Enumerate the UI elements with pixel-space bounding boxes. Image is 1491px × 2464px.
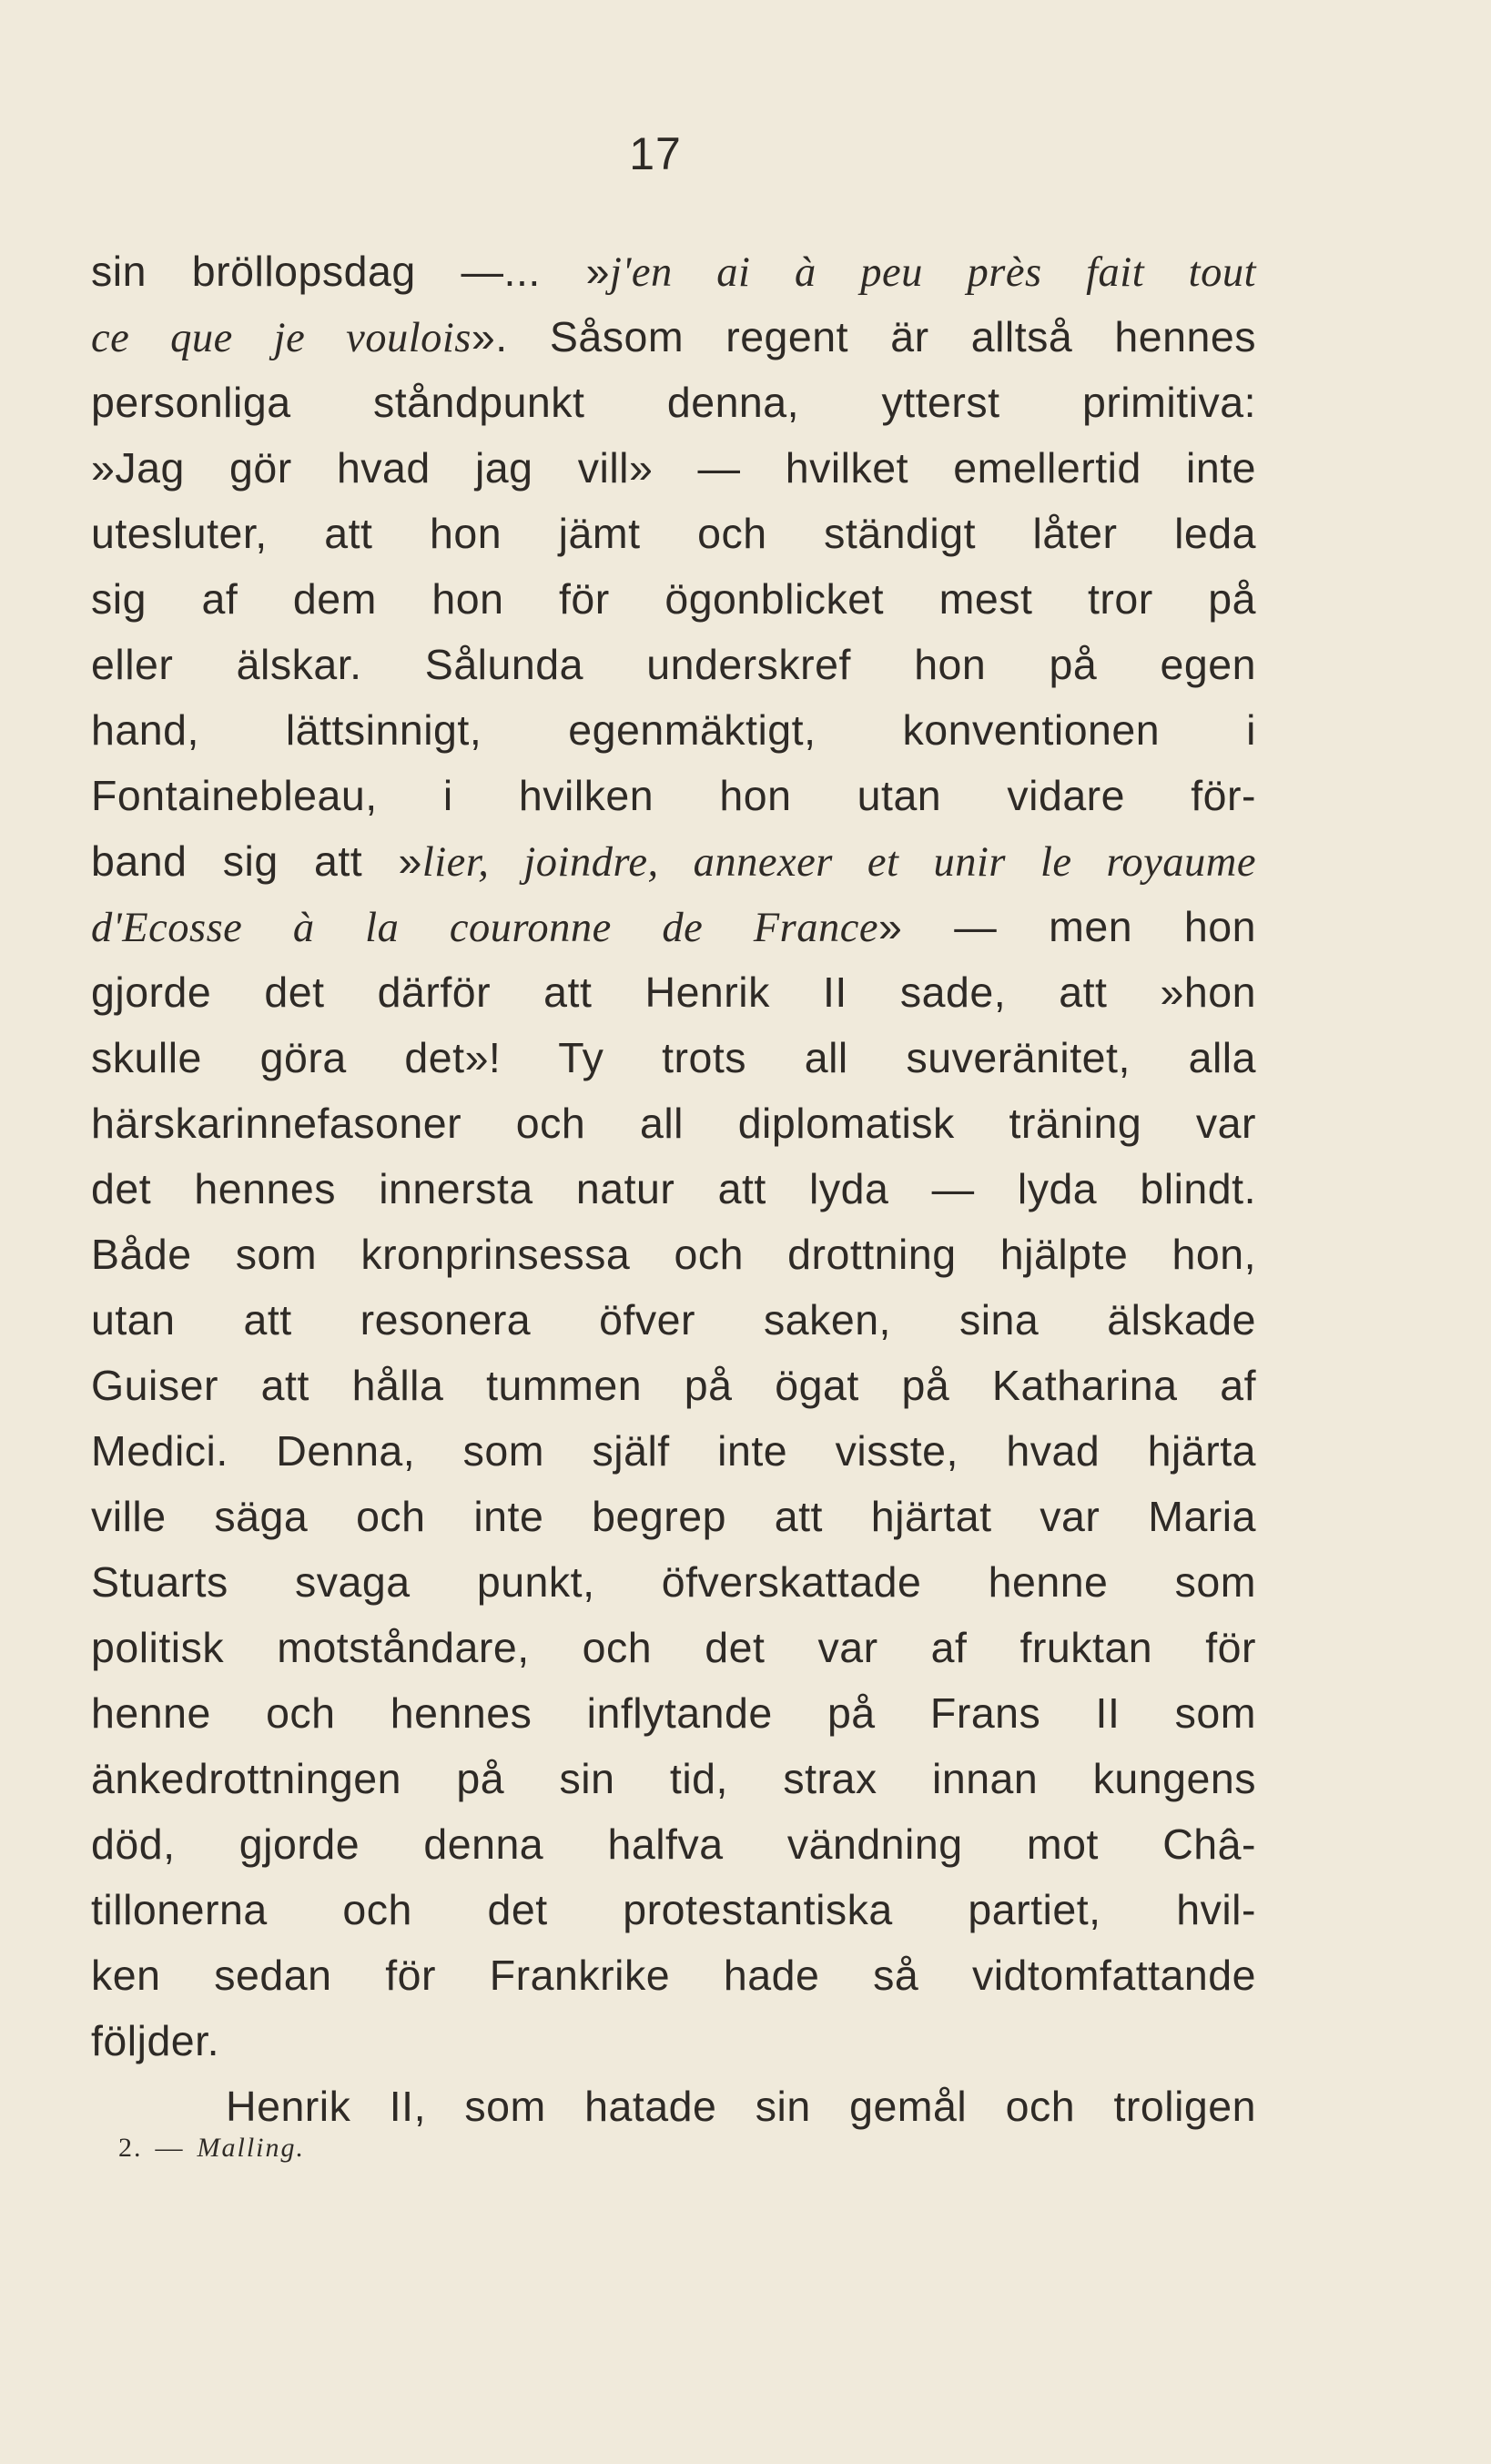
text-line-paragraph-start: Henrik II, som hatade sin gemål och troligen bbox=[226, 2083, 1256, 2130]
text-line: henne och hennes inflytande på Frans II som bbox=[91, 1689, 1256, 1737]
text-line: sig af dem hon för ögonblicket mest tror på bbox=[91, 575, 1256, 623]
signature-footer bbox=[118, 2133, 305, 2164]
text-line: härskarinnefasoner och all diplomatisk träning var bbox=[91, 1100, 1256, 1147]
text-line: Guiser att hålla tummen på ögat på Katharina af bbox=[91, 1362, 1256, 1409]
page-number: 17 bbox=[629, 128, 682, 179]
text-line: politisk motståndare, och det var af fruktan för bbox=[91, 1624, 1256, 1671]
text-line: sin bröllopsdag —... »j'en ai à peu près fait tout bbox=[91, 248, 1256, 296]
body-text bbox=[91, 238, 1256, 2139]
text-line: utan att resonera öfver saken, sina älskade bbox=[91, 1296, 1256, 1344]
text-line: tillonerna och det protestantiska partiet, hvil- bbox=[91, 1886, 1256, 1933]
text-line: ce que je voulois». Såsom regent är alltså hennes bbox=[91, 313, 1256, 361]
text-line: änkedrottningen på sin tid, strax innan kungens bbox=[91, 1755, 1256, 1802]
text-line: följder. bbox=[91, 2017, 220, 2064]
text-line: utesluter, att hon jämt och ständigt låter leda bbox=[91, 510, 1256, 557]
text-line: eller älskar. Sålunda underskref hon på egen bbox=[91, 641, 1256, 688]
footer-dash: — bbox=[155, 2133, 185, 2163]
signature-author: Malling. bbox=[197, 2133, 305, 2163]
text-line: »Jag gör hvad jag vill» — hvilket emellertid inte bbox=[91, 444, 1256, 492]
text-line: band sig att »lier, joindre, annexer et unir le royaume bbox=[91, 837, 1256, 886]
text-line: personliga ståndpunkt denna, ytterst primitiva: bbox=[91, 379, 1256, 426]
signature-number: 2. bbox=[118, 2133, 143, 2163]
text-line: skulle göra det»! Ty trots all suveränitet, alla bbox=[91, 1034, 1256, 1081]
text-line: Både som kronprinsessa och drottning hjälpte hon, bbox=[91, 1231, 1256, 1278]
text-line: det hennes innersta natur att lyda — lyda blindt. bbox=[91, 1165, 1256, 1212]
text-line: död, gjorde denna halfva vändning mot Châ- bbox=[91, 1820, 1256, 1868]
text-line: ville säga och inte begrep att hjärtat var Maria bbox=[91, 1493, 1256, 1540]
text-line: gjorde det därför att Henrik II sade, att »hon bbox=[91, 968, 1256, 1016]
text-line: hand, lättsinnigt, egenmäktigt, konventionen i bbox=[91, 706, 1256, 754]
text-line: Fontainebleau, i hvilken hon utan vidare för- bbox=[91, 772, 1256, 819]
text-line: ken sedan för Frankrike hade så vidtomfattande bbox=[91, 1952, 1256, 1999]
text-line: Medici. Denna, som själf inte visste, hvad hjärta bbox=[91, 1427, 1256, 1475]
text-line: Stuarts svaga punkt, öfverskattade henne som bbox=[91, 1558, 1256, 1606]
text-line: d'Ecosse à la couronne de France» — men hon bbox=[91, 903, 1256, 951]
